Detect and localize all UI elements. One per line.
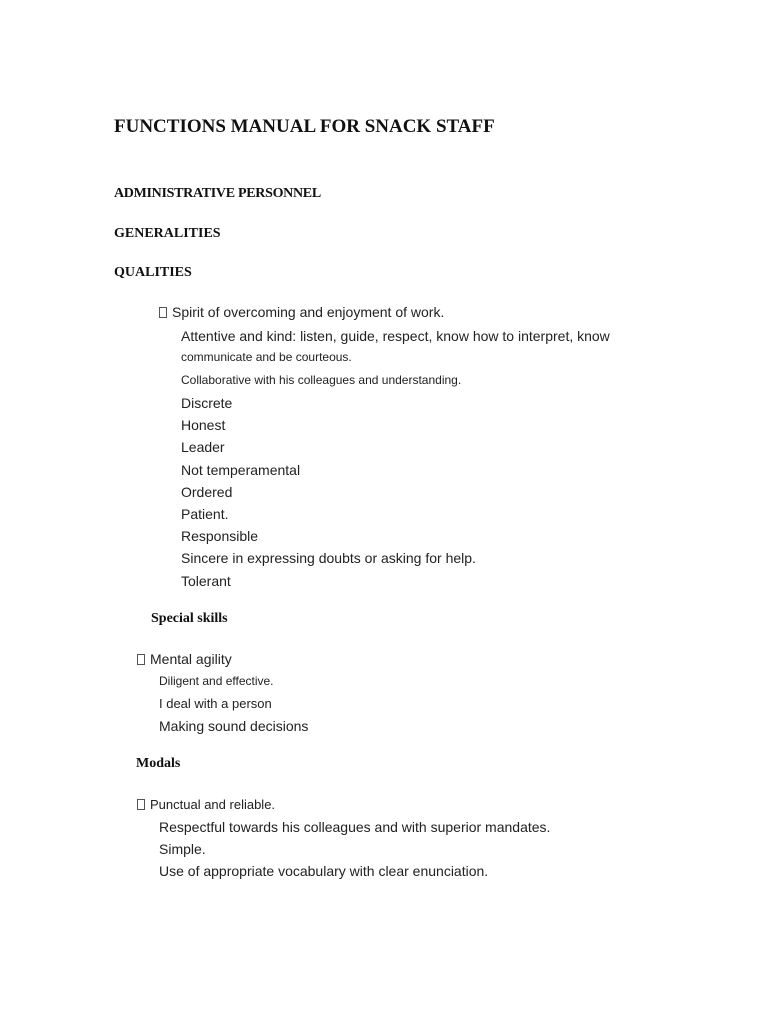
list-item: Attentive and kind: listen, guide, respect, know how to interpret, know [181,328,610,344]
list-item-text: Spirit of overcoming and enjoyment of work. [172,304,445,320]
list-item-text: Punctual and reliable. [150,797,276,812]
section-heading-qualities: QUALITIES [114,265,192,280]
list-item: Discrete [181,395,233,411]
missing-glyph-bullet-icon [137,799,145,810]
list-item: Simple. [159,841,206,857]
document-title: FUNCTIONS MANUAL FOR SNACK STAFF [114,116,495,137]
list-item-bulleted [137,797,275,812]
list-item: Not temperamental [181,462,301,478]
missing-glyph-bullet-icon [159,307,167,318]
list-item: Leader [181,439,225,455]
list-item: Use of appropriate vocabulary with clear enunciation. [159,863,489,879]
list-item: Patient. [181,506,229,522]
section-heading-modals: Modals [136,756,181,771]
list-item: Ordered [181,484,233,500]
list-item: Collaborative with his colleagues and understanding. [181,373,462,387]
list-item: communicate and be courteous. [181,350,352,364]
list-item-bulleted [137,651,232,667]
list-item-text: Mental agility [150,651,232,667]
section-heading-administrative-personnel: ADMINISTRATIVE PERSONNEL [114,186,321,201]
missing-glyph-bullet-icon [137,654,145,665]
list-item: Diligent and effective. [159,674,274,688]
list-item: Respectful towards his colleagues and with superior mandates. [159,819,551,835]
list-item: I deal with a person [159,696,272,711]
list-item: Honest [181,417,226,433]
list-item: Tolerant [181,573,231,589]
list-item: Making sound decisions [159,718,309,734]
list-item: Responsible [181,528,259,544]
list-item-bulleted [159,304,444,320]
section-heading-special-skills: Special skills [151,611,228,626]
section-heading-generalities: GENERALITIES [114,226,221,241]
list-item: Sincere in expressing doubts or asking for help. [181,550,476,566]
